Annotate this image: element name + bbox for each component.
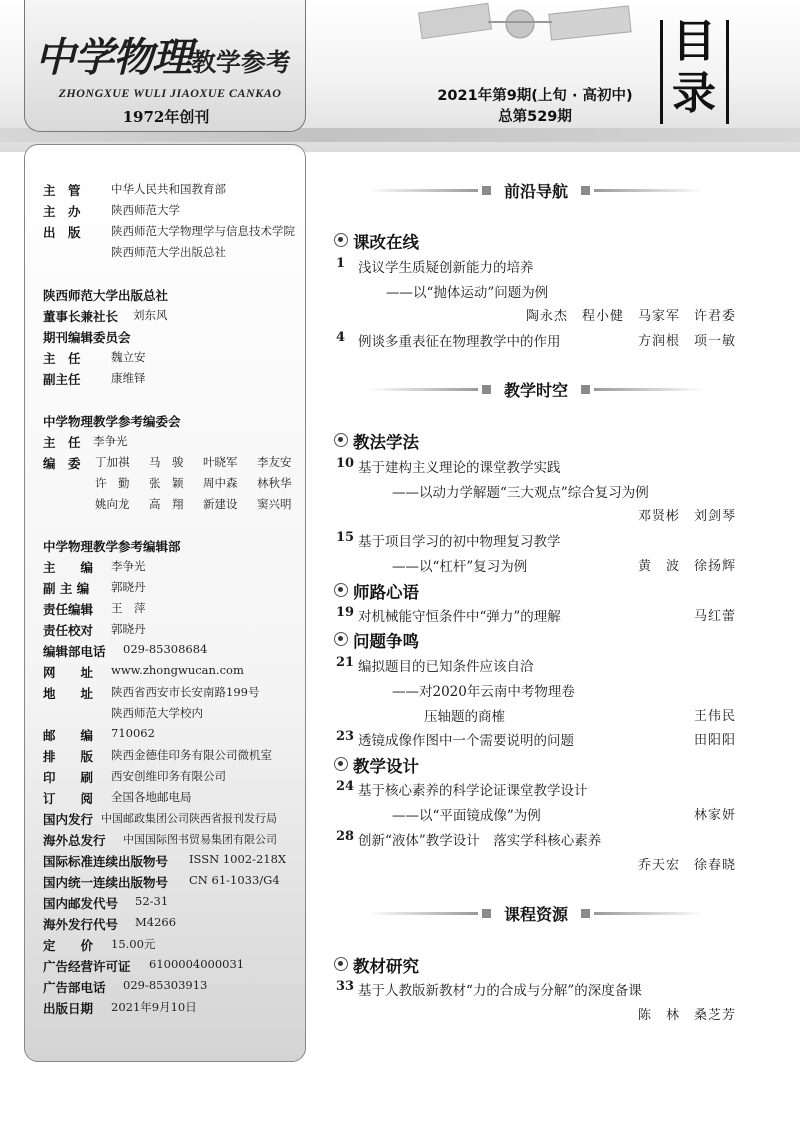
section-bullet-icon [334,583,348,597]
article-entry[interactable] [336,605,736,625]
article-authors: 陈 林 桑芝芳 [637,1008,736,1023]
article-authors: 乔天宏 徐春晓 [637,858,736,873]
page-number: 23 [336,729,355,744]
section-bullet-icon [334,632,348,646]
article-title: 基于人教版新教材“力的合成与分解”的深度备课 [358,983,642,999]
page-number: 21 [336,655,355,670]
article-entry[interactable] [336,979,736,999]
article-title: 浅议学生质疑创新能力的培养 [358,260,534,276]
article-authors: 马红蕾 [693,609,736,624]
journal-logo [24,0,306,132]
toc-heading-char-2: 录 [672,68,716,119]
article-entry[interactable] [336,655,736,675]
article-authors: 王伟民 [693,709,736,724]
article-entry[interactable] [336,779,736,799]
page-number: 4 [336,330,346,345]
satellite-decoration [400,0,660,60]
article-title: 透镜成像作图中一个需要说明的问题 [358,733,574,749]
article-authors: 邓贤彬 刘剑琴 [637,509,736,524]
section-bullet-icon [334,433,348,447]
section-bullet-icon [334,233,348,247]
editorial-board-heading: 中学物理教学参考编委会 [43,414,181,429]
article-entry[interactable] [336,256,736,276]
article-subtitle: 压轴题的商榷 [424,709,505,725]
section-bullet-icon [334,757,348,771]
article-entry[interactable] [336,530,736,550]
logo-sub-text: 教学参考 [191,48,292,77]
page-number: 19 [336,605,355,620]
article-entry[interactable] [336,829,736,849]
article-authors: 方润根 项一敏 [637,334,736,349]
article-title: 例谈多重表征在物理教学中的作用 [358,334,561,350]
toc-heading-char-1: 目 [672,16,716,67]
publication-info-panel: 主 管 中华人民共和国教育部 主 办 陕西师范大学 出 版 陕西师范大学物理学与信息技术学院 陕西师范大学出版总社 陕西师范大学出版总社 董事长兼社长 刘东风 期刊编辑委员会 主 任 魏立安 副主任 康维铎 中学物理教学参考编委会 主 任 李争光 编 委 丁加祺 马 骏 叶晓军 李友安 许 勤 张 颖 周中森 林秋华 姚向龙 高 翔 新建设 窦兴明 中学物理教学参考编辑部 主 编 李争光 副 主 编 郭晓丹 责任编辑 王 萍 责任校对 郭晓丹 编辑部电话 029-85308684 网 址 www.zhongwucan.com 地 址 陕西省西安市长安南路199号 陕西师范大学校内 邮 编 710062 排 版 陕西金德佳印务有限公司微机室 印 刷 西安创维印务有限公司 订 阅 全国各地邮电局 国内发行 中国邮政集团公司陕西省报刊发行局 海外总发行 中国国际图书贸易集团有限公司 国际标准连续出版物号 ISSN 1002-218X 国内统一连续出版物号 CN 61-1033/G4 国内邮发代号 52-31 海外发行代号 M4266 定 价 15.00元 广告经营许可证 6100004000031 广告部电话 029-85303913 出版日期 2021年9月10日 [24,144,306,1062]
article-title: 基于项目学习的初中物理复习教学 [358,534,561,550]
page-number: 1 [336,256,346,271]
article-subtitle: ——以“抛体运动”问题为例 [386,285,549,301]
column-banner: 课程资源 [368,901,704,925]
article-authors: 田阳阳 [693,733,736,748]
article-entry[interactable] [336,330,736,350]
article-subtitle: ——对2020年云南中考物理卷 [392,684,575,700]
page-number: 10 [336,456,355,471]
toc-heading [660,16,780,124]
article-title: 编拟题目的已知条件应该自洽 [358,659,534,675]
total-issue: 总第529期 [498,109,572,125]
section-bullet-icon [334,957,348,971]
column-banner: 前沿导航 [368,178,704,202]
article-title: 对机械能守恒条件中“弹力”的理解 [358,609,561,625]
editorial-dept-heading: 中学物理教学参考编辑部 [43,539,181,554]
page-number: 15 [336,530,355,545]
article-title: 基于建构主义理论的课堂教学实践 [358,460,561,476]
column-banner: 教学时空 [368,377,704,401]
article-title: 基于核心素养的科学论证课堂教学设计 [358,783,588,799]
publisher-heading: 陕西师范大学出版总社 [43,288,169,303]
logo-main-text: 中学物理 [35,34,191,81]
page-number: 33 [336,979,355,994]
logo-pinyin: ZHONGXUE WULI JIAOXUE CANKAO [58,86,282,100]
article-subtitle: ——以“平面镜成像”为例 [392,808,541,824]
article-authors: 黄 波 徐扬辉 [637,559,736,574]
page-number: 28 [336,829,355,844]
article-subtitle: ——以动力学解题“三大观点”综合复习为例 [392,485,649,501]
page-number: 24 [336,779,355,794]
issue-number: 2021年第9期(上旬 · 高初中) [437,88,633,104]
article-entry[interactable] [336,456,736,476]
article-authors: 林家妍 [693,808,736,823]
founded-year: 1972年创刊 [122,108,210,126]
article-subtitle: ——以“杠杆”复习为例 [392,559,528,575]
article-authors: 陶永杰 程小健 马家军 许君委 [525,309,736,324]
article-entry[interactable] [336,729,736,749]
article-title: 创新“液体”教学设计 落实学科核心素养 [358,833,602,849]
committee-heading: 期刊编辑委员会 [43,330,131,345]
